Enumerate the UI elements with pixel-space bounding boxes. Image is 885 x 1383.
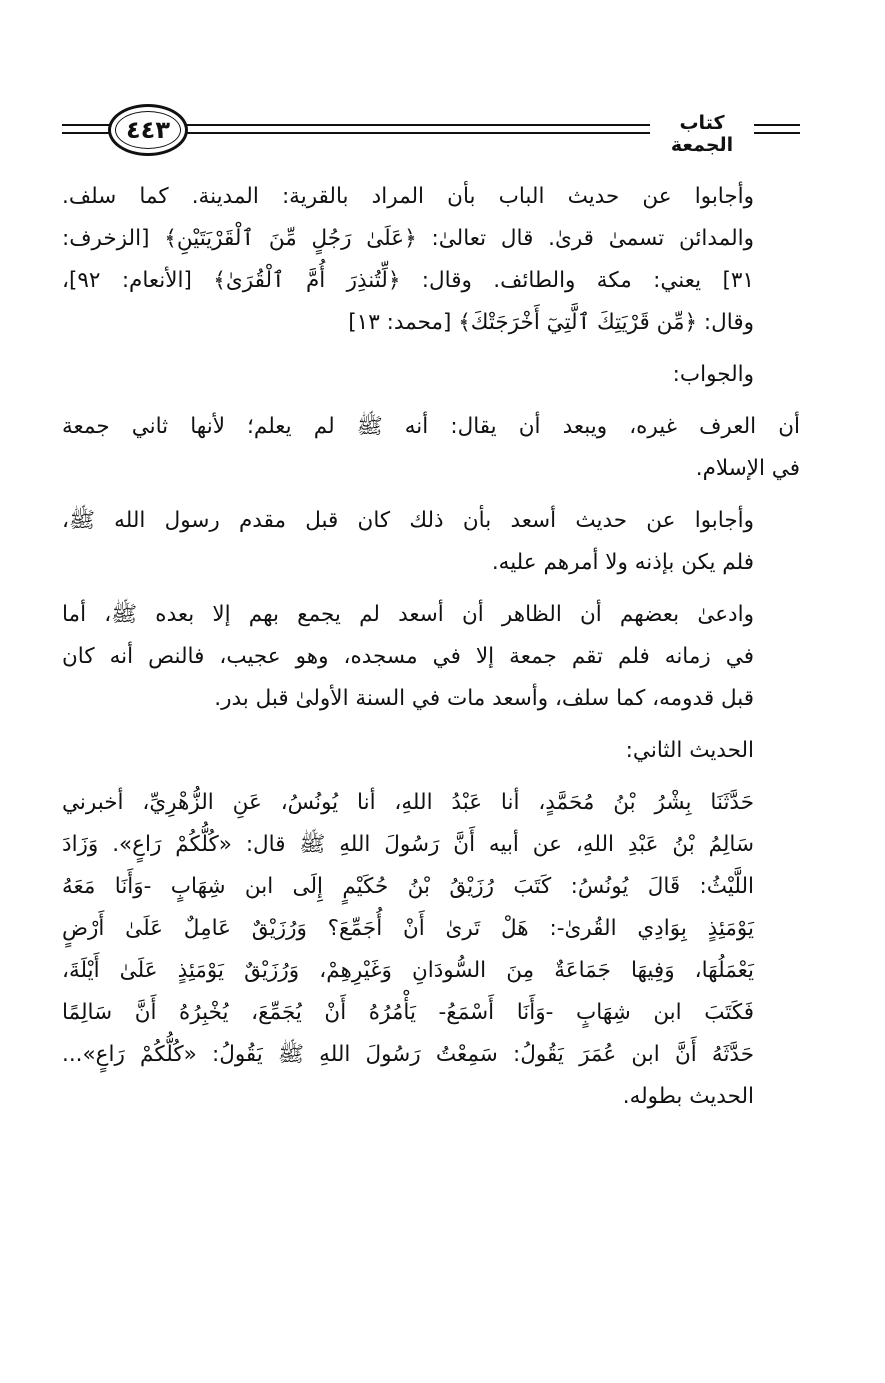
running-title: كتاب الجمعة [670, 112, 734, 156]
page-header [62, 100, 800, 162]
paragraph [62, 176, 800, 344]
body-text [62, 176, 800, 1128]
text-line: في زمانه فلم تقم جمعة إلا في مسجده، وهو عجيب، فالنص أنه كان [62, 644, 754, 669]
text-line: في الإسلام. [695, 456, 800, 481]
text-line: حَدَّثَنَا بِشْرُ بْنُ مُحَمَّدٍ، أنا عَبْدُ اللهِ، أنا يُونُسُ، عَنِ الزُّهْرِيِّ، أخبرني [62, 790, 754, 815]
text-line: يَعْمَلُهَا، وَفِيهَا جَمَاعَةٌ مِنَ السُّودَانِ وَغَيْرِهِمْ، وَرُزَيْقٌ يَوْمَئِذٍ عَلَىٰ أَيْلَةَ، [62, 958, 754, 983]
text-line: وأجابوا عن حديث الباب بأن المراد بالقرية: المدينة. كما سلف. [62, 184, 754, 209]
text-line: اللَّيْثُ: قَالَ يُونُسُ: كَتَبَ رُزَيْقُ بْنُ حُكَيْمٍ إِلَى ابن شِهَابٍ -وَأَنَا مَعَهُ [62, 874, 754, 899]
header-rule [754, 132, 800, 134]
text-line: وادعىٰ بعضهم أن الظاهر أن أسعد لم يجمع بهم إلا بعده ﷺ، أما [62, 602, 754, 627]
text-line: فلم يكن بإذنه ولا أمرهم عليه. [491, 550, 754, 575]
text-line: قبل قدومه، كما سلف، وأسعد مات في السنة الأولىٰ قبل بدر. [214, 686, 754, 711]
text-line: والجواب: [672, 362, 754, 387]
header-rule [754, 124, 800, 126]
section-heading [62, 730, 800, 772]
paragraph [62, 406, 800, 490]
text-line: الحديث الثاني: [625, 738, 754, 763]
header-rule [182, 124, 650, 126]
text-line: حَدَّثَهُ أَنَّ ابن عُمَرَ يَقُولُ: سَمِعْتُ رَسُولَ اللهِ ﷺ يَقُولُ: «كُلُّكُمْ رَاعٍ»... [62, 1042, 754, 1067]
header-rule [182, 132, 650, 134]
page-number-badge [108, 104, 188, 156]
text-line: ٣١] يعني: مكة والطائف. وقال: ﴿لِّتُنذِرَ أُمَّ ٱلْقُرَىٰ﴾ [الأنعام: ٩٢]، [62, 268, 754, 293]
paragraph [62, 354, 800, 396]
text-line: فَكَتَبَ ابن شِهَابٍ -وَأَنَا أَسْمَعُ- يَأْمُرُهُ أَنْ يُجَمِّعَ، يُخْبِرُهُ أَنَّ سَالِمًا [62, 1000, 754, 1025]
text-line: أن العرف غيره، ويبعد أن يقال: أنه ﷺ لم يعلم؛ لأنها ثاني جمعة [62, 414, 800, 439]
text-line: الحديث بطوله. [622, 1084, 754, 1109]
paragraph [62, 500, 800, 584]
hadith-paragraph [62, 782, 800, 1118]
text-line: وأجابوا عن حديث أسعد بأن ذلك كان قبل مقدم رسول الله ﷺ، [62, 508, 754, 533]
page-number: ٤٤٣ [126, 116, 170, 144]
paragraph [62, 594, 800, 720]
text-line: وقال: ﴿مِّن قَرْيَتِكَ ٱلَّتِيٓ أَخْرَجَتْكَ﴾ [محمد: ١٣] [348, 310, 754, 335]
text-line: سَالِمُ بْنُ عَبْدِ اللهِ، عن أبيه أَنَّ رَسُولَ اللهِ ﷺ قال: «كُلُّكُمْ رَاعٍ». وَزَادَ [62, 832, 754, 857]
text-line: والمدائن تسمىٰ قرىٰ. قال تعالىٰ: ﴿عَلَىٰ رَجُلٍ مِّنَ ٱلْقَرْيَتَيْنِ﴾ [الزخرف: [62, 226, 754, 251]
text-line: يَوْمَئِذٍ بِوَادِي القُرىٰ-: هَلْ تَرىٰ أَنْ أُجَمِّعَ؟ وَرُزَيْقٌ عَامِلٌ عَلَىٰ أَرْضٍ [62, 916, 754, 941]
